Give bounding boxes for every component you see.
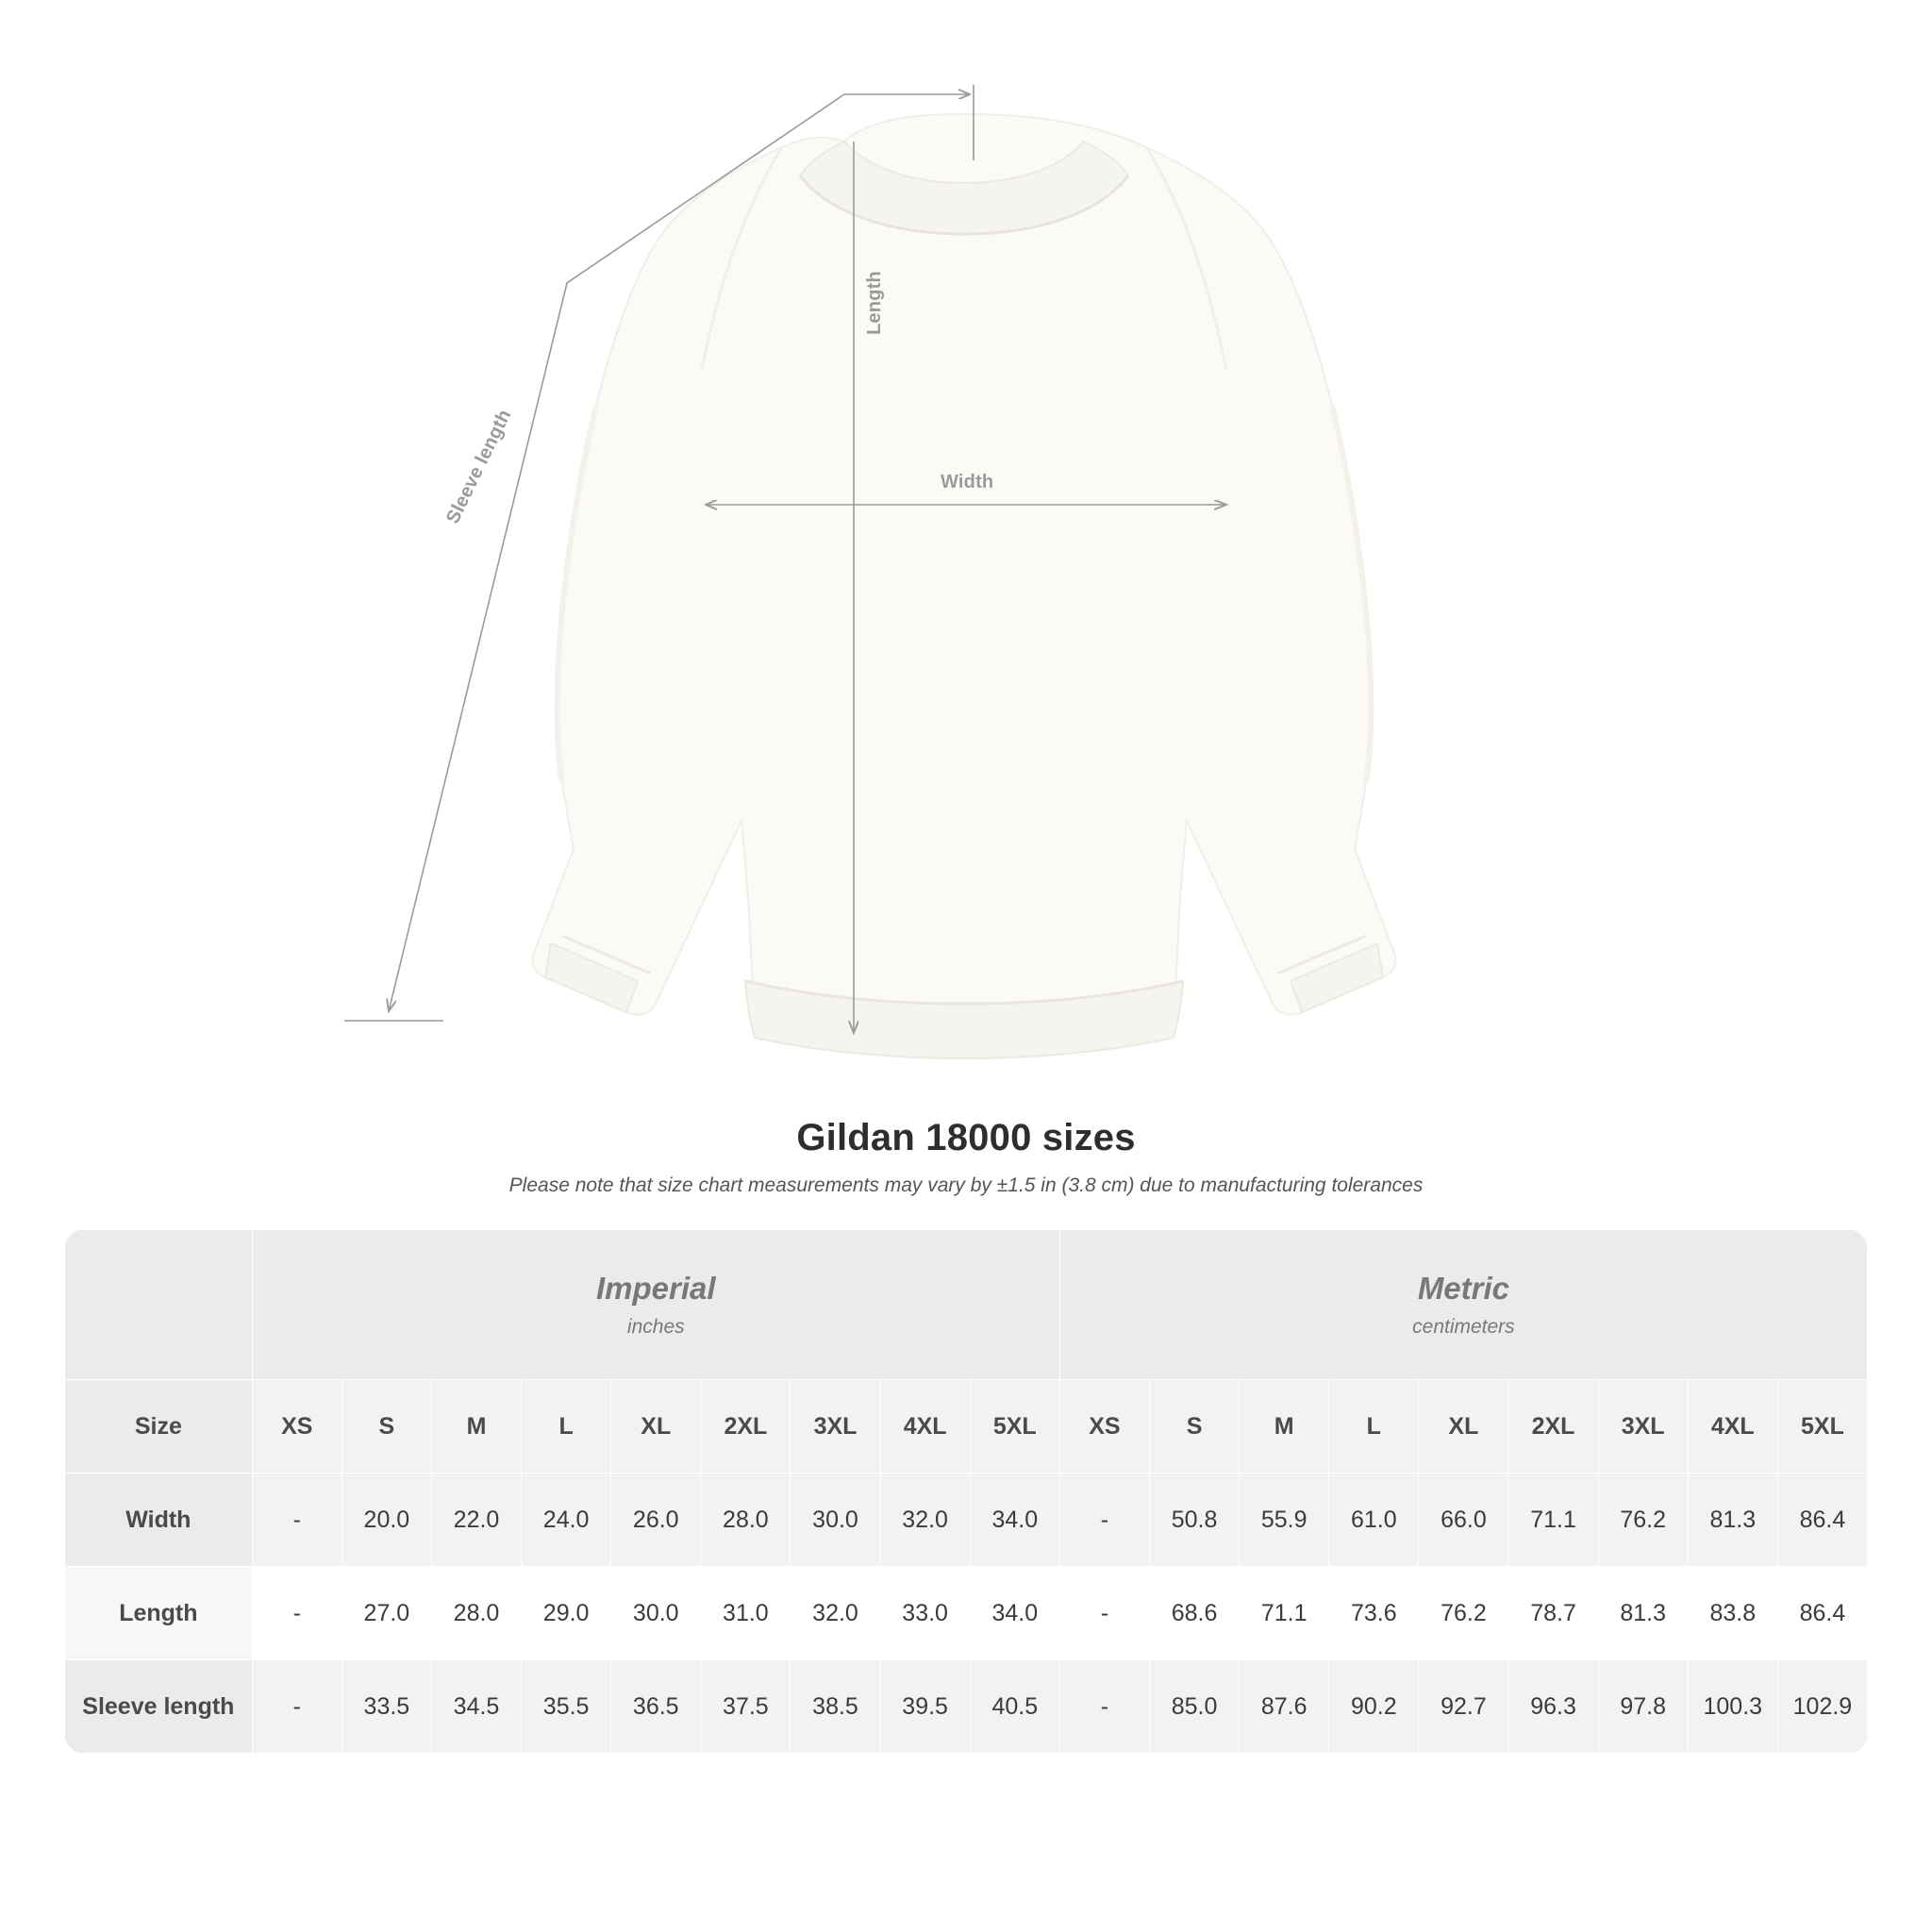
sleeve-length-dimension-label: Sleeve length <box>442 406 516 527</box>
size-header-imperial-xl: XL <box>611 1380 701 1474</box>
size-header-row <box>65 1380 1868 1474</box>
width-metric-5xl: 86.4 <box>1777 1474 1867 1567</box>
size-header-metric-m: M <box>1240 1380 1329 1474</box>
length-metric-m: 71.1 <box>1240 1567 1329 1660</box>
size-header-imperial-2xl: 2XL <box>701 1380 791 1474</box>
size-header-imperial-l: L <box>522 1380 611 1474</box>
length-metric-l: 73.6 <box>1329 1567 1419 1660</box>
width-metric-xl: 66.0 <box>1419 1474 1508 1567</box>
size-header-imperial-5xl: 5XL <box>970 1380 1059 1474</box>
sleeve-metric-2xl: 96.3 <box>1508 1660 1598 1754</box>
length-metric-2xl: 78.7 <box>1508 1567 1598 1660</box>
sleeve-metric-3xl: 97.8 <box>1598 1660 1688 1754</box>
sleeve-imperial-xl: 36.5 <box>611 1660 701 1754</box>
unit-header-row <box>65 1230 1868 1380</box>
sleeve-metric-xl: 92.7 <box>1419 1660 1508 1754</box>
size-header-metric-4xl: 4XL <box>1688 1380 1777 1474</box>
width-metric-2xl: 71.1 <box>1508 1474 1598 1567</box>
size-header-metric-s: S <box>1149 1380 1239 1474</box>
table-row <box>65 1567 1868 1660</box>
width-imperial-4xl: 32.0 <box>880 1474 970 1567</box>
width-imperial-l: 24.0 <box>522 1474 611 1567</box>
unit-group-metric <box>1059 1230 1867 1380</box>
size-header-imperial-3xl: 3XL <box>791 1380 880 1474</box>
size-header-metric-xs: XS <box>1059 1380 1149 1474</box>
size-header-metric-2xl: 2XL <box>1508 1380 1598 1474</box>
length-imperial-2xl: 31.0 <box>701 1567 791 1660</box>
size-table-container <box>64 1229 1868 1754</box>
length-imperial-xs: - <box>252 1567 341 1660</box>
size-header-metric-5xl: 5XL <box>1777 1380 1867 1474</box>
row-label-sleeve-length: Sleeve length <box>65 1660 253 1754</box>
size-header-imperial-xs: XS <box>252 1380 341 1474</box>
width-metric-l: 61.0 <box>1329 1474 1419 1567</box>
unit-group-imperial <box>252 1230 1059 1380</box>
length-imperial-xl: 30.0 <box>611 1567 701 1660</box>
sleeve-imperial-s: 33.5 <box>341 1660 431 1754</box>
length-metric-3xl: 81.3 <box>1598 1567 1688 1660</box>
sleeve-metric-l: 90.2 <box>1329 1660 1419 1754</box>
sleeve-imperial-4xl: 39.5 <box>880 1660 970 1754</box>
size-header-imperial-s: S <box>341 1380 431 1474</box>
sleeve-metric-m: 87.6 <box>1240 1660 1329 1754</box>
size-header-metric-3xl: 3XL <box>1598 1380 1688 1474</box>
length-imperial-3xl: 32.0 <box>791 1567 880 1660</box>
table-row <box>65 1474 1868 1567</box>
size-header-metric-l: L <box>1329 1380 1419 1474</box>
length-imperial-s: 27.0 <box>341 1567 431 1660</box>
unit-group-imperial-sub: inches <box>626 1316 685 1338</box>
sleeve-imperial-2xl: 37.5 <box>701 1660 791 1754</box>
length-dimension-label: Length <box>864 271 885 335</box>
sleeve-imperial-m: 34.5 <box>431 1660 521 1754</box>
unit-header-spacer <box>65 1230 253 1380</box>
sleeve-imperial-l: 35.5 <box>522 1660 611 1754</box>
sleeve-metric-xs: - <box>1059 1660 1149 1754</box>
length-metric-xs: - <box>1059 1567 1149 1660</box>
row-label-width: Width <box>65 1474 253 1567</box>
width-metric-xs: - <box>1059 1474 1149 1567</box>
tolerance-note: Please note that size chart measurements may vary by ±1.5 in (3.8 cm) due to manufacturing tolerances <box>508 1174 1424 1196</box>
width-imperial-3xl: 30.0 <box>791 1474 880 1567</box>
width-metric-3xl: 76.2 <box>1598 1474 1688 1567</box>
length-metric-5xl: 86.4 <box>1777 1567 1867 1660</box>
width-imperial-5xl: 34.0 <box>970 1474 1059 1567</box>
width-metric-m: 55.9 <box>1240 1474 1329 1567</box>
width-metric-s: 50.8 <box>1149 1474 1239 1567</box>
sleeve-imperial-3xl: 38.5 <box>791 1660 880 1754</box>
size-header-imperial-m: M <box>431 1380 521 1474</box>
sleeve-metric-4xl: 100.3 <box>1688 1660 1777 1754</box>
sleeve-metric-5xl: 102.9 <box>1777 1660 1867 1754</box>
size-header-imperial-4xl: 4XL <box>880 1380 970 1474</box>
length-metric-s: 68.6 <box>1149 1567 1239 1660</box>
width-imperial-s: 20.0 <box>341 1474 431 1567</box>
width-imperial-m: 22.0 <box>431 1474 521 1567</box>
page-title: Gildan 18000 sizes <box>796 1117 1136 1158</box>
unit-group-metric-name: Metric <box>1417 1271 1510 1306</box>
sleeve-imperial-xs: - <box>252 1660 341 1754</box>
size-header-metric-xl: XL <box>1419 1380 1508 1474</box>
title-block <box>0 1117 1932 1197</box>
width-imperial-2xl: 28.0 <box>701 1474 791 1567</box>
length-metric-4xl: 83.8 <box>1688 1567 1777 1660</box>
unit-group-metric-sub: centimeters <box>1412 1316 1515 1338</box>
length-metric-xl: 76.2 <box>1419 1567 1508 1660</box>
sleeve-metric-s: 85.0 <box>1149 1660 1239 1754</box>
table-row <box>65 1660 1868 1754</box>
length-imperial-5xl: 34.0 <box>970 1567 1059 1660</box>
width-dimension-label: Width <box>941 472 994 492</box>
sleeve-imperial-5xl: 40.5 <box>970 1660 1059 1754</box>
unit-group-imperial-name: Imperial <box>595 1271 716 1306</box>
length-imperial-l: 29.0 <box>522 1567 611 1660</box>
width-imperial-xl: 26.0 <box>611 1474 701 1567</box>
width-metric-4xl: 81.3 <box>1688 1474 1777 1567</box>
size-header-label: Size <box>65 1380 253 1474</box>
length-imperial-m: 28.0 <box>431 1567 521 1660</box>
row-label-length: Length <box>65 1567 253 1660</box>
sweatshirt-body <box>533 114 1396 1058</box>
length-imperial-4xl: 33.0 <box>880 1567 970 1660</box>
size-table <box>64 1229 1868 1754</box>
width-imperial-xs: - <box>252 1474 341 1567</box>
